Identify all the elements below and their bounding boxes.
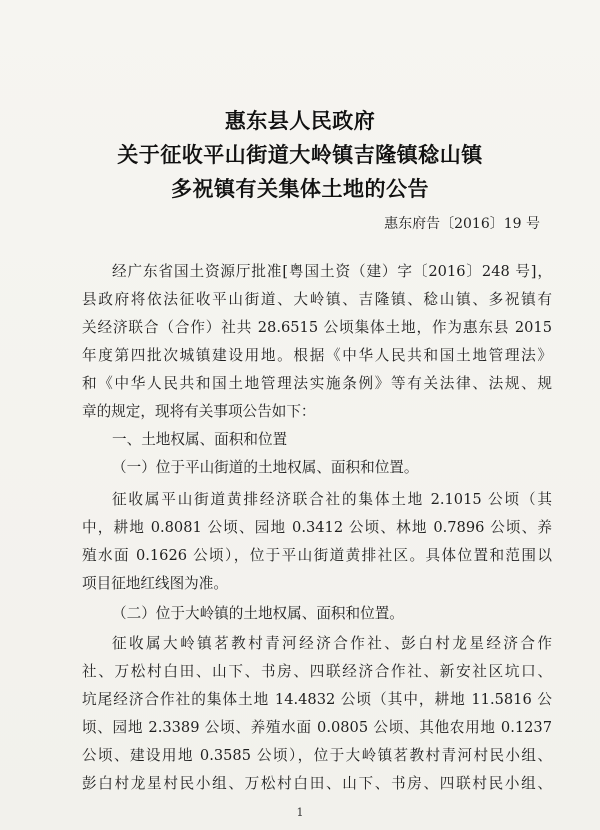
subsection-heading: （二）位于大岭镇的土地权属、面积和位置。 <box>112 605 404 622</box>
body-line: 顷、园地 2.3389 公顷、养殖水面 0.0805 公顷、其他农用地 0.1237 <box>82 719 552 736</box>
body-line: 年度第四批次城镇建设用地。根据《中华人民共和国土地管理法》 <box>82 347 552 364</box>
title-line-3: 多祝镇有关集体土地的公告 <box>171 177 429 201</box>
document-number: 惠东府告〔2016〕19 号 <box>384 216 540 232</box>
title-line-2: 关于征收平山街道大岭镇吉隆镇稔山镇 <box>117 143 483 167</box>
body-line: 和《中华人民共和国土地管理法实施条例》等有关法律、法规、规 <box>82 375 552 392</box>
subsection-heading: （一）位于平山街道的土地权属、面积和位置。 <box>112 459 419 476</box>
body-line: 征收属平山街道黄排经济联合社的集体土地 2.1015 公顷（其 <box>112 491 552 508</box>
body-line: 社、万松村白田、山下、书房、四联经济合作社、新安社区坑口、 <box>82 663 552 680</box>
body-line: 县政府将依法征收平山街道、大岭镇、吉隆镇、稔山镇、多祝镇有 <box>82 291 552 308</box>
body-line: 项目征地红线图为准。 <box>82 575 228 592</box>
body-line: 经广东省国土资源厅批准[粤国土资（建）字〔2016〕248 号]， <box>112 263 552 280</box>
body-line: 坑尾经济合作社的集体土地 14.4832 公顷（其中，耕地 11.5816 公 <box>82 691 552 708</box>
title-line-1: 惠东县人民政府 <box>224 109 376 133</box>
page-number: 1 <box>296 806 304 819</box>
body-line: 征收属大岭镇茗教村青河经济合作社、彭白村龙星经济合作 <box>112 635 552 652</box>
body-line: 殖水面 0.1626 公顷），位于平山街道黄排社区。具体位置和范围以 <box>82 547 552 564</box>
body-line: 章的规定，现将有关事项公告如下： <box>82 403 316 420</box>
body-line: 中，耕地 0.8081 公顷、园地 0.3412 公顷、林地 0.7896 公顷、养 <box>82 519 552 536</box>
body-line: 彭白村龙星村民小组、万松村白田、山下、书房、四联村民小组、 <box>82 775 552 792</box>
body-line: 关经济联合（合作）社共 28.6515 公顷集体土地，作为惠东县 2015 <box>82 319 552 336</box>
section-heading: 一、土地权属、面积和位置 <box>112 431 288 448</box>
body-line: 公顷、建设用地 0.3585 公顷），位于大岭镇茗教村青河村民小组、 <box>82 747 552 764</box>
